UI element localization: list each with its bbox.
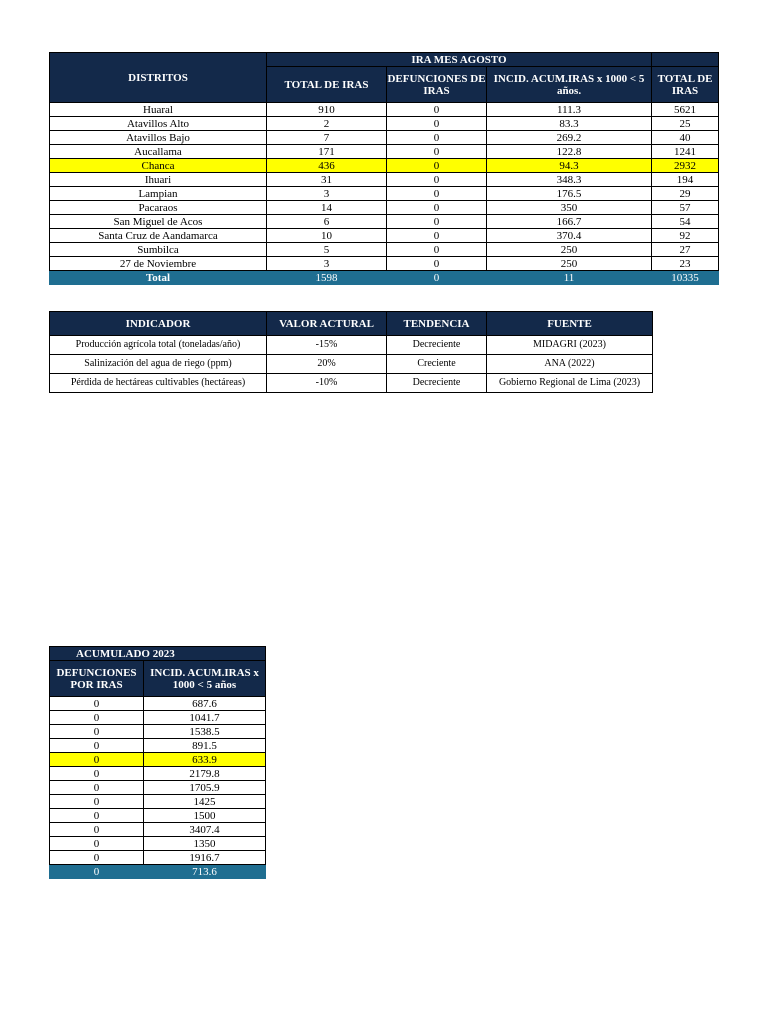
total-label: Total xyxy=(50,271,267,285)
header-acumulado-2023: ACUMULADO 2023 xyxy=(50,647,266,661)
incid-cell: 11 xyxy=(487,271,652,285)
col-incid-acum: INCID. ACUM.IRAS x 1000 < 5 años xyxy=(144,661,266,697)
incid-cell: 122.8 xyxy=(487,145,652,159)
defunciones-cell: 0 xyxy=(387,243,487,257)
col-fuente: FUENTE xyxy=(487,312,653,336)
source-cell: MIDAGRI (2023) xyxy=(487,336,653,355)
incid-cell: 348.3 xyxy=(487,173,652,187)
defunciones-cell: 0 xyxy=(387,257,487,271)
table-row xyxy=(50,145,719,159)
incid-cell: 687.6 xyxy=(144,697,266,711)
defunciones-cell: 0 xyxy=(50,725,144,739)
incid-cell: 713.6 xyxy=(144,865,266,879)
incid-cell: 2179.8 xyxy=(144,767,266,781)
district-cell: Pacaraos xyxy=(50,201,267,215)
district-cell: Aucallama xyxy=(50,145,267,159)
defunciones-cell: 0 xyxy=(387,173,487,187)
col-incid: INCID. ACUM.IRAS x 1000 < 5 años. xyxy=(487,67,652,103)
source-cell: Gobierno Regional de Lima (2023) xyxy=(487,374,653,393)
total-iras-2-cell: 10335 xyxy=(652,271,719,285)
district-cell: 27 de Noviembre xyxy=(50,257,267,271)
col-defunciones: DEFUNCIONES DE IRAS xyxy=(387,67,487,103)
district-cell: Chanca xyxy=(50,159,267,173)
table-row xyxy=(50,374,653,393)
table-row xyxy=(50,173,719,187)
defunciones-cell: 0 xyxy=(387,215,487,229)
district-cell: Atavillos Bajo xyxy=(50,131,267,145)
incid-cell: 269.2 xyxy=(487,131,652,145)
indicador-table xyxy=(49,311,653,393)
table-row xyxy=(50,336,653,355)
value-cell: -15% xyxy=(267,336,387,355)
total-iras-cell: 910 xyxy=(267,103,387,117)
table-row xyxy=(50,837,266,851)
incid-cell: 94.3 xyxy=(487,159,652,173)
table-row xyxy=(50,117,719,131)
incid-cell: 633.9 xyxy=(144,753,266,767)
defunciones-cell: 0 xyxy=(50,739,144,753)
col-total-iras: TOTAL DE IRAS xyxy=(267,67,387,103)
total-iras-2-cell: 54 xyxy=(652,215,719,229)
indicator-cell: Producción agrícola total (toneladas/año) xyxy=(50,336,267,355)
incid-cell: 83.3 xyxy=(487,117,652,131)
defunciones-cell: 0 xyxy=(387,145,487,159)
source-cell: ANA (2022) xyxy=(487,355,653,374)
total-iras-cell: 5 xyxy=(267,243,387,257)
defunciones-cell: 0 xyxy=(50,837,144,851)
table-row xyxy=(50,781,266,795)
total-iras-cell: 3 xyxy=(267,257,387,271)
table-row xyxy=(50,159,719,173)
value-cell: 20% xyxy=(267,355,387,374)
table-row xyxy=(50,103,719,117)
table-row xyxy=(50,851,266,865)
trend-cell: Creciente xyxy=(387,355,487,374)
indicator-cell: Pérdida de hectáreas cultivables (hectáreas) xyxy=(50,374,267,393)
table-row xyxy=(50,201,719,215)
incid-cell: 370.4 xyxy=(487,229,652,243)
incid-cell: 891.5 xyxy=(144,739,266,753)
total-iras-2-cell: 25 xyxy=(652,117,719,131)
total-iras-2-cell: 194 xyxy=(652,173,719,187)
table-row xyxy=(50,355,653,374)
defunciones-cell: 0 xyxy=(50,767,144,781)
total-iras-cell: 3 xyxy=(267,187,387,201)
incid-cell: 1538.5 xyxy=(144,725,266,739)
district-cell: San Miguel de Acos xyxy=(50,215,267,229)
incid-cell: 350 xyxy=(487,201,652,215)
defunciones-cell: 0 xyxy=(387,201,487,215)
defunciones-cell: 0 xyxy=(387,159,487,173)
table-row xyxy=(50,229,719,243)
defunciones-cell: 0 xyxy=(387,117,487,131)
total-iras-2-cell: 1241 xyxy=(652,145,719,159)
table-row xyxy=(50,725,266,739)
incid-cell: 250 xyxy=(487,243,652,257)
trend-cell: Decreciente xyxy=(387,374,487,393)
header-blank xyxy=(652,53,719,67)
trend-cell: Decreciente xyxy=(387,336,487,355)
total-iras-cell: 10 xyxy=(267,229,387,243)
total-iras-2-cell: 40 xyxy=(652,131,719,145)
total-iras-cell: 436 xyxy=(267,159,387,173)
acumulado-2023-table xyxy=(49,646,266,879)
col-valor: VALOR ACTURAL xyxy=(267,312,387,336)
col-total-iras-2: TOTAL DE IRAS xyxy=(652,67,719,103)
total-iras-cell: 7 xyxy=(267,131,387,145)
district-cell: Sumbilca xyxy=(50,243,267,257)
total-iras-2-cell: 5621 xyxy=(652,103,719,117)
defunciones-cell: 0 xyxy=(50,851,144,865)
table-row xyxy=(50,215,719,229)
incid-cell: 1041.7 xyxy=(144,711,266,725)
col-defunciones-por-iras: DEFUNCIONES POR IRAS xyxy=(50,661,144,697)
table-row xyxy=(50,243,719,257)
table-row xyxy=(50,767,266,781)
col-indicador: INDICADOR xyxy=(50,312,267,336)
table-row xyxy=(50,795,266,809)
district-cell: Santa Cruz de Aandamarca xyxy=(50,229,267,243)
defunciones-cell: 0 xyxy=(50,809,144,823)
table-row xyxy=(50,809,266,823)
total-row xyxy=(50,865,266,879)
table-row xyxy=(50,187,719,201)
table-row xyxy=(50,257,719,271)
table-row xyxy=(50,131,719,145)
incid-cell: 176.5 xyxy=(487,187,652,201)
total-iras-2-cell: 57 xyxy=(652,201,719,215)
incid-cell: 1916.7 xyxy=(144,851,266,865)
col-tendencia: TENDENCIA xyxy=(387,312,487,336)
district-cell: Huaral xyxy=(50,103,267,117)
defunciones-cell: 0 xyxy=(387,187,487,201)
incid-cell: 3407.4 xyxy=(144,823,266,837)
total-iras-cell: 171 xyxy=(267,145,387,159)
total-iras-cell: 2 xyxy=(267,117,387,131)
defunciones-cell: 0 xyxy=(387,131,487,145)
total-iras-cell: 1598 xyxy=(267,271,387,285)
district-cell: Ihuari xyxy=(50,173,267,187)
defunciones-cell: 0 xyxy=(50,753,144,767)
total-iras-2-cell: 27 xyxy=(652,243,719,257)
table-row xyxy=(50,753,266,767)
total-iras-cell: 14 xyxy=(267,201,387,215)
incid-cell: 1350 xyxy=(144,837,266,851)
defunciones-cell: 0 xyxy=(387,229,487,243)
total-iras-2-cell: 2932 xyxy=(652,159,719,173)
indicator-cell: Salinización del agua de riego (ppm) xyxy=(50,355,267,374)
district-cell: Atavillos Alto xyxy=(50,117,267,131)
total-iras-2-cell: 29 xyxy=(652,187,719,201)
incid-cell: 1500 xyxy=(144,809,266,823)
total-row xyxy=(50,271,719,285)
defunciones-cell: 0 xyxy=(387,271,487,285)
ira-agosto-table xyxy=(49,52,719,285)
defunciones-cell: 0 xyxy=(387,103,487,117)
header-ira-mes-agosto: IRA MES AGOSTO xyxy=(267,53,652,67)
defunciones-cell: 0 xyxy=(50,711,144,725)
value-cell: -10% xyxy=(267,374,387,393)
incid-cell: 166.7 xyxy=(487,215,652,229)
table-row xyxy=(50,739,266,753)
defunciones-cell: 0 xyxy=(50,697,144,711)
col-distritos: DISTRITOS xyxy=(50,53,267,103)
table-row xyxy=(50,697,266,711)
district-cell: Lampian xyxy=(50,187,267,201)
table-row xyxy=(50,823,266,837)
incid-cell: 250 xyxy=(487,257,652,271)
incid-cell: 1705.9 xyxy=(144,781,266,795)
table-row xyxy=(50,711,266,725)
incid-cell: 111.3 xyxy=(487,103,652,117)
defunciones-cell: 0 xyxy=(50,795,144,809)
incid-cell: 1425 xyxy=(144,795,266,809)
total-iras-2-cell: 23 xyxy=(652,257,719,271)
total-iras-2-cell: 92 xyxy=(652,229,719,243)
total-iras-cell: 6 xyxy=(267,215,387,229)
defunciones-cell: 0 xyxy=(50,781,144,795)
defunciones-cell: 0 xyxy=(50,823,144,837)
total-iras-cell: 31 xyxy=(267,173,387,187)
defunciones-cell: 0 xyxy=(50,865,144,879)
